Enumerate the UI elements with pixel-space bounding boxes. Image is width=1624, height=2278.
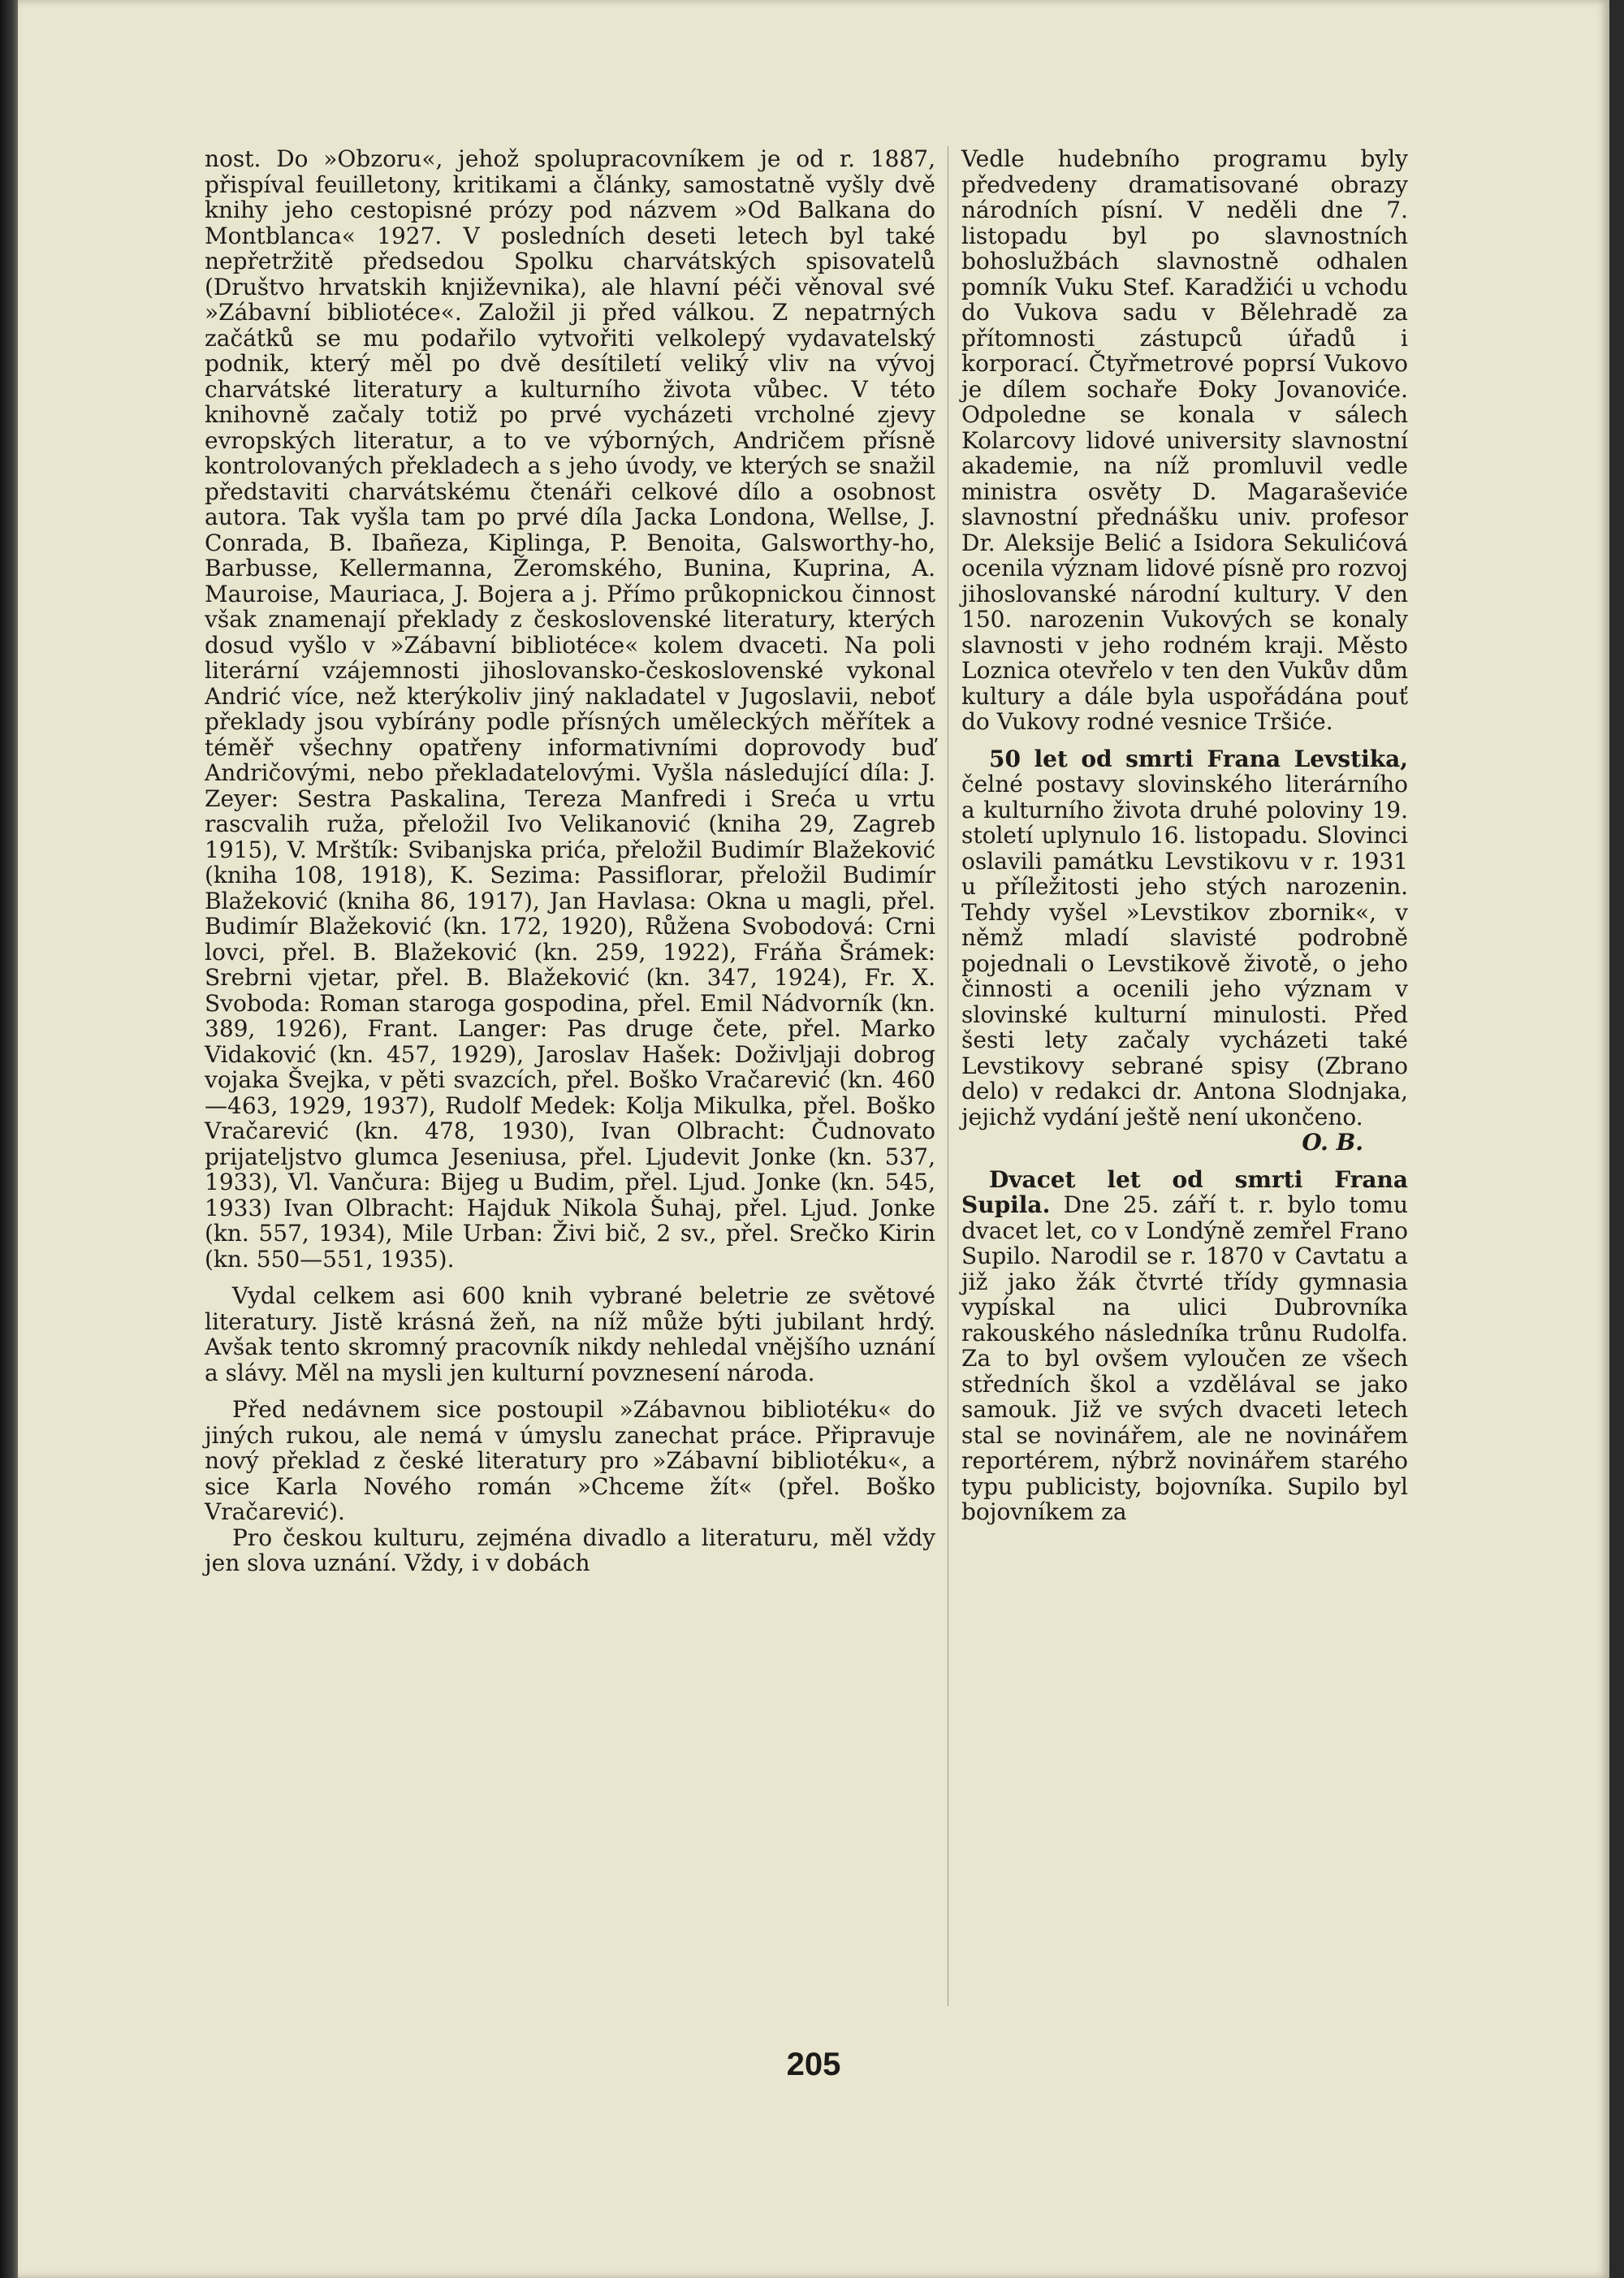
right-column bbox=[961, 146, 1408, 1525]
article-paragraph: Před nedávnem sice postoupil »Zábavnou bibliotéku« do jiných rukou, ale nemá v úmyslu zanechat práce. Připravuje nový překlad z české literatury pro »Zábavní bibliotéku«, a sice Karla Nového román »Chceme žít« (přel. Boško Vračarević). bbox=[205, 1396, 935, 1525]
author-signature: O. B. bbox=[1302, 1129, 1363, 1156]
left-column bbox=[205, 146, 935, 1576]
supilo-section bbox=[961, 1167, 1408, 1525]
article-paragraph-continued: nost. Do »Obzoru«, jehož spolupracovníkem je od r. 1887, přispíval feuilletony, kritikami a články, samostatně vyšly dvě knihy jeho cestopisné prózy pod názvem »Od Balkana do Montblanca« 1927. V posledních deseti letech byl také nepřetržitě předsedou Spolku charvátských spisovatelů (Društvo hrvatskih književnika), ale hlavní péči věnoval své »Zábavní bibliotéce«. Založil ji před válkou. Z nepatrných začátků se mu podařilo vytvořiti velkolepý vydavatelský podnik, který měl po dvě desítiletí veliký vliv na vývoj charvátské literatury a kulturního života vůbec. V této knihovně začaly totiž po prvé vycházeti vrcholné zjevy evropských literatur, a to ve výborných, Andričem přísně kontrolovaných překladech a s jeho úvody, ve kterých se snažil představiti charvátskému čtenáři celkové dílo a osobnost autora. Tak vyšla tam po prvé díla Jacka Londona, Wellse, J. Conrada, B. Ibañeza, Kiplinga, P. Benoita, Galsworthy-ho, Barbusse, Kellermanna, Žeromského, Bunina, Kuprina, A. Mauroise, Mauriaca, J. Bojera a j. Přímo průkopnickou činnost však znamenají překlady z československé literatury, kterých dosud vyšlo v »Zábavní bibliotéce« kolem dvaceti. Na poli literární vzájemnosti jihoslovansko-československé vykonal Andrić více, než kterýkoliv jiný nakladatel v Jugoslavii, neboť překlady jsou vybírány podle přísných uměleckých měřítek a téměř všechny opatřeny informativními doprovody buď Andričovými, nebo překladatelovými. Vyšla následující díla: J. Zeyer: Sestra Paskalina, Tereza Manfredi i Sreća u vrtu rascvalih ruža, přeložil Ivo Velikanović (kniha 29, Zagreb 1915), V. Mrštík: Svibanjska prića, přeložil Budimír Blažeković (kniha 108, 1918), K. Sezima: Passiflorar, přeložil Budimír Blažeković (kniha 86, 1917), Jan Havlasa: Okna u magli, přel. Budimír Blažeković (kn. 172, 1920), Růžena Svobodová: Crni lovci, přel. B. Blažeković (kn. 259, 1922), Fráňa Šrámek: Srebrni vjetar, přel. B. Blažeković (kn. 347, 1924), Fr. X. Svoboda: Roman staroga gospodina, přel. Emil Nádvorník (kn. 389, 1926), Frant. Langer: Pas druge čete, přel. Marko Vidaković (kn. 457, 1929), Jaroslav Hašek: Doživljaji dobrog vojaka Švejka, v pěti svazcích, přel. Boško Vračarević (kn. 460—463, 1929, 1937), Rudolf Medek: Kolja Mikulka, přel. Boško Vračarević (kn. 478, 1930), Ivan Olbracht: Čudnovato prijateljstvo glumca Jeseniusa, přel. Ljudevit Jonke (kn. 537, 1933), Vl. Vančura: Bijeg u Budim, přel. Ljud. Jonke (kn. 545, 1933) Ivan Olbracht: Hajduk Nikola Šuhaj, přel. Ljud. Jonke (kn. 557, 1934), Mile Urban: Živi bič, 2 sv., přel. Srečko Kirin (kn. 550—551, 1935). bbox=[205, 145, 935, 1273]
supilo-heading: Dvacet let od smrti Frana Supila. bbox=[961, 1165, 1408, 1218]
article-paragraph: Pro českou kulturu, zejména divadlo a literaturu, měl vždy jen slova uznání. Vždy, i v dobách bbox=[205, 1524, 935, 1576]
supilo-body: Dne 25. září t. r. bylo tomu dvacet let, co v Londýně zemřel Frano Supilo. Narodil se r. 1870 v Cavtatu a již jako žák čtvrté třídy gymnasia vypískal na ulici Dubrovníka rakouského následníka trůnu Rudolfa. Za to byl ovšem vyloučen ze všech středních škol a vzdělával se jako samouk. Již ve svých dvaceti letech stal se novinářem, ale ne novinářem reportérem, nýbrž novinářem starého typu publicisty, bojovníka. Supilo byl bojovníkem za bbox=[961, 1191, 1408, 1525]
levstik-body: čelné postavy slovinského literárního a kulturního života druhé poloviny 19. století uplynulo 16. listopadu. Slovinci oslavili památku Levstikovu v r. 1931 u příležitosti jeho stých narozenin. Tehdy vyšel »Levstikov zbornik«, v němž mladí slavisté podrobně pojednali o Levstikově životě, o jeho činnosti a ocenili jeho význam v slovinské kulturní minulosti. Před šesti lety začaly vycházeti také Levstikovy sebrané spisy (Zbrano delo) v redakci dr. Antona Slodnjaka, jejichž vydání ještě není ukončeno. bbox=[961, 771, 1408, 1130]
page-number: 205 bbox=[786, 2047, 841, 2082]
book-spine-edge bbox=[0, 0, 18, 2278]
article-paragraph: Vydal celkem asi 600 knih vybrané beletrie ze světové literatury. Jistě krásná žeň, na níž může býti jubilant hrdý. Avšak tento skromný pracovník nikdy nehledal vnějšího uznání a slávy. Měl na mysli jen kulturní povznesení národa. bbox=[205, 1282, 935, 1386]
vuk-celebration-paragraph: Vedle hudebního programu byly předvedeny dramatisované obrazy národních písní. V neděli dne 7. listopadu byl po slavnostních bohoslužbách slavnostně odhalen pomník Vuku Stef. Karadžići u vchodu do Vukova sadu v Bělehradě za přítomnosti zástupců úřadů i korporací. Čtyřmetrové poprsí Vukovo je dílem sochaře Đoky Jovanoviće. Odpoledne se konala v sálech Kolarcovy lidové university slavnostní akademie, na níž promluvil vedle ministra osvěty D. Magaraševiće slavnostní přednášku univ. profesor Dr. Aleksije Belić a Isidora Sekulićová ocenila význam lidové písně pro rozvoj jihoslovanské národní kultury. V den 150. narozenin Vukových se konaly slavnosti v jeho rodném kraji. Město Loznica otevřelo v ten den Vukův dům kultury a dále byla uspořádána pouť do Vukovy rodné vesnice Tršiće. bbox=[961, 145, 1408, 735]
levstik-heading: 50 let od smrti Frana Levstika, bbox=[989, 745, 1408, 772]
book-page bbox=[18, 0, 1609, 2278]
levstik-section bbox=[961, 746, 1408, 1130]
